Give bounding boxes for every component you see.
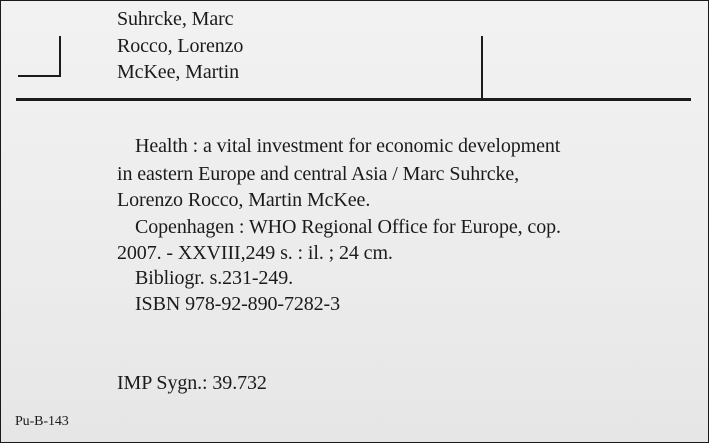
header-divider	[16, 98, 691, 101]
corner-bracket-vertical	[59, 36, 61, 77]
title-line-1: Health : a vital investment for economic development	[135, 135, 561, 157]
title-line-2: in eastern Europe and central Asia / Marc Suhrcke,	[117, 163, 520, 185]
author-3: McKee, Martin	[117, 61, 239, 83]
header-vertical-rule	[481, 36, 483, 99]
publication-line-2: 2007. - XXVIII,249 s. : il. ; 24 cm.	[117, 242, 393, 264]
shelfmark: IMP Sygn.: 39.732	[117, 372, 267, 394]
corner-bracket-horizontal	[18, 75, 61, 77]
bibliography-note: Bibliogr. s.231-249.	[135, 267, 294, 289]
isbn: ISBN 978-92-890-7282-3	[135, 293, 341, 315]
title-line-3: Lorenzo Rocco, Martin McKee.	[117, 189, 371, 211]
footer-code: Pu-B-143	[15, 414, 69, 429]
publication-line-1: Copenhagen : WHO Regional Office for Europe, cop.	[135, 216, 561, 238]
author-1: Suhrcke, Marc	[117, 8, 234, 30]
author-2: Rocco, Lorenzo	[117, 35, 244, 57]
